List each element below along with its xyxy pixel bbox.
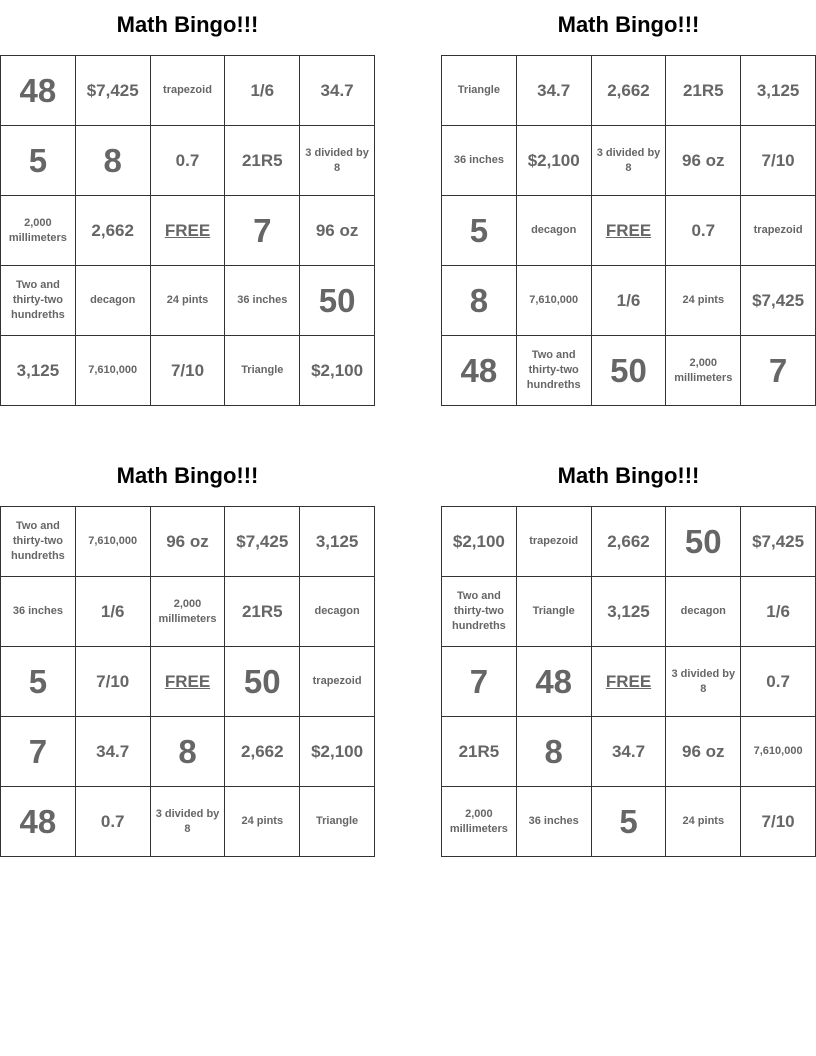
bingo-cell: 2,000 millimeters <box>150 577 225 647</box>
bingo-cell: 36 inches <box>516 787 591 857</box>
bingo-cell: Triangle <box>442 56 517 126</box>
bingo-cell: $7,425 <box>741 266 816 336</box>
bingo-cell: Two and thirty-two hundreths <box>1 507 76 577</box>
bingo-cell: $2,100 <box>442 507 517 577</box>
bingo-cell: 34.7 <box>516 56 591 126</box>
bingo-cell: 7 <box>741 336 816 406</box>
card-title: Math Bingo!!! <box>116 463 259 488</box>
bingo-grid <box>441 55 816 406</box>
bingo-cell: 36 inches <box>1 577 76 647</box>
bingo-cell: 50 <box>300 266 375 336</box>
bingo-cell: 21R5 <box>225 126 300 196</box>
bingo-cell: 24 pints <box>150 266 225 336</box>
bingo-cell: 5 <box>591 787 666 857</box>
free-space: FREE <box>150 196 225 266</box>
bingo-cell: 2,000 millimeters <box>1 196 76 266</box>
card-title: Math Bingo!!! <box>557 12 700 37</box>
bingo-cell: 48 <box>1 56 76 126</box>
bingo-cell: 3,125 <box>591 577 666 647</box>
bingo-grid <box>441 506 816 857</box>
bingo-cell: 50 <box>666 507 741 577</box>
bingo-cell: 24 pints <box>225 787 300 857</box>
bingo-cell: 3,125 <box>741 56 816 126</box>
bingo-cell: 5 <box>1 126 76 196</box>
bingo-cell: 5 <box>442 196 517 266</box>
bingo-cell: $2,100 <box>300 717 375 787</box>
bingo-cell: 7/10 <box>741 126 816 196</box>
bingo-cell: 2,662 <box>591 56 666 126</box>
bingo-cell: 0.7 <box>666 196 741 266</box>
bingo-cell: 1/6 <box>225 56 300 126</box>
bingo-cell: Two and thirty-two hundreths <box>1 266 76 336</box>
bingo-cell: 7 <box>1 717 76 787</box>
bingo-cell: 48 <box>516 647 591 717</box>
bingo-cell: trapezoid <box>741 196 816 266</box>
bingo-cell: 7,610,000 <box>516 266 591 336</box>
bingo-cell: 7,610,000 <box>741 717 816 787</box>
bingo-cell: 1/6 <box>75 577 150 647</box>
bingo-cell: 2,662 <box>75 196 150 266</box>
free-space: FREE <box>591 196 666 266</box>
bingo-cell: 3 divided by 8 <box>150 787 225 857</box>
bingo-cell: $7,425 <box>75 56 150 126</box>
bingo-cell: 0.7 <box>741 647 816 717</box>
bingo-cell: 3 divided by 8 <box>591 126 666 196</box>
bingo-cell: 7,610,000 <box>75 336 150 406</box>
bingo-cell: $7,425 <box>741 507 816 577</box>
bingo-cell: decagon <box>75 266 150 336</box>
bingo-cell: 48 <box>1 787 76 857</box>
card-title: Math Bingo!!! <box>557 463 700 488</box>
bingo-cell: 34.7 <box>75 717 150 787</box>
bingo-cell: 0.7 <box>150 126 225 196</box>
bingo-cell: 50 <box>225 647 300 717</box>
bingo-cell: 50 <box>591 336 666 406</box>
bingo-cell: 7 <box>442 647 517 717</box>
bingo-cell: 96 oz <box>666 717 741 787</box>
bingo-cell: 24 pints <box>666 787 741 857</box>
bingo-cell: Two and thirty-two hundreths <box>442 577 517 647</box>
bingo-cell: 48 <box>442 336 517 406</box>
bingo-cell: trapezoid <box>300 647 375 717</box>
bingo-cell: 3,125 <box>300 507 375 577</box>
bingo-cell: 0.7 <box>75 787 150 857</box>
free-space: FREE <box>591 647 666 717</box>
bingo-cell: 21R5 <box>442 717 517 787</box>
bingo-cell: $2,100 <box>300 336 375 406</box>
bingo-cell: trapezoid <box>516 507 591 577</box>
bingo-cell: 7,610,000 <box>75 507 150 577</box>
bingo-cell: 2,662 <box>225 717 300 787</box>
bingo-cell: 8 <box>75 126 150 196</box>
bingo-cell: 2,662 <box>591 507 666 577</box>
bingo-cell: 1/6 <box>591 266 666 336</box>
bingo-cell: Triangle <box>225 336 300 406</box>
bingo-cell: $7,425 <box>225 507 300 577</box>
bingo-cell: decagon <box>516 196 591 266</box>
bingo-cell: 3 divided by 8 <box>300 126 375 196</box>
bingo-cell: 8 <box>150 717 225 787</box>
bingo-cell: 96 oz <box>300 196 375 266</box>
bingo-cell: Triangle <box>516 577 591 647</box>
bingo-cell: 36 inches <box>225 266 300 336</box>
bingo-cell: 8 <box>516 717 591 787</box>
bingo-cell: 2,000 millimeters <box>442 787 517 857</box>
bingo-cell: 96 oz <box>150 507 225 577</box>
bingo-cell: 21R5 <box>666 56 741 126</box>
bingo-cell: 7 <box>225 196 300 266</box>
bingo-cell: 21R5 <box>225 577 300 647</box>
bingo-cell: Triangle <box>300 787 375 857</box>
bingo-cell: 8 <box>442 266 517 336</box>
bingo-cell: 7/10 <box>75 647 150 717</box>
bingo-cell: 96 oz <box>666 126 741 196</box>
bingo-cell: 24 pints <box>666 266 741 336</box>
bingo-cell: 7/10 <box>150 336 225 406</box>
bingo-grid <box>0 506 375 857</box>
bingo-cell: Two and thirty-two hundreths <box>516 336 591 406</box>
bingo-cell: 34.7 <box>591 717 666 787</box>
bingo-cell: 34.7 <box>300 56 375 126</box>
bingo-cell: 3 divided by 8 <box>666 647 741 717</box>
bingo-cell: trapezoid <box>150 56 225 126</box>
bingo-cell: decagon <box>300 577 375 647</box>
bingo-cell: decagon <box>666 577 741 647</box>
bingo-cell: 7/10 <box>741 787 816 857</box>
bingo-grid <box>0 55 375 406</box>
bingo-cell: 36 inches <box>442 126 517 196</box>
free-space: FREE <box>150 647 225 717</box>
bingo-cell: $2,100 <box>516 126 591 196</box>
bingo-cell: 1/6 <box>741 577 816 647</box>
bingo-cell: 2,000 millimeters <box>666 336 741 406</box>
card-title: Math Bingo!!! <box>116 12 259 37</box>
bingo-cell: 5 <box>1 647 76 717</box>
bingo-cell: 3,125 <box>1 336 76 406</box>
